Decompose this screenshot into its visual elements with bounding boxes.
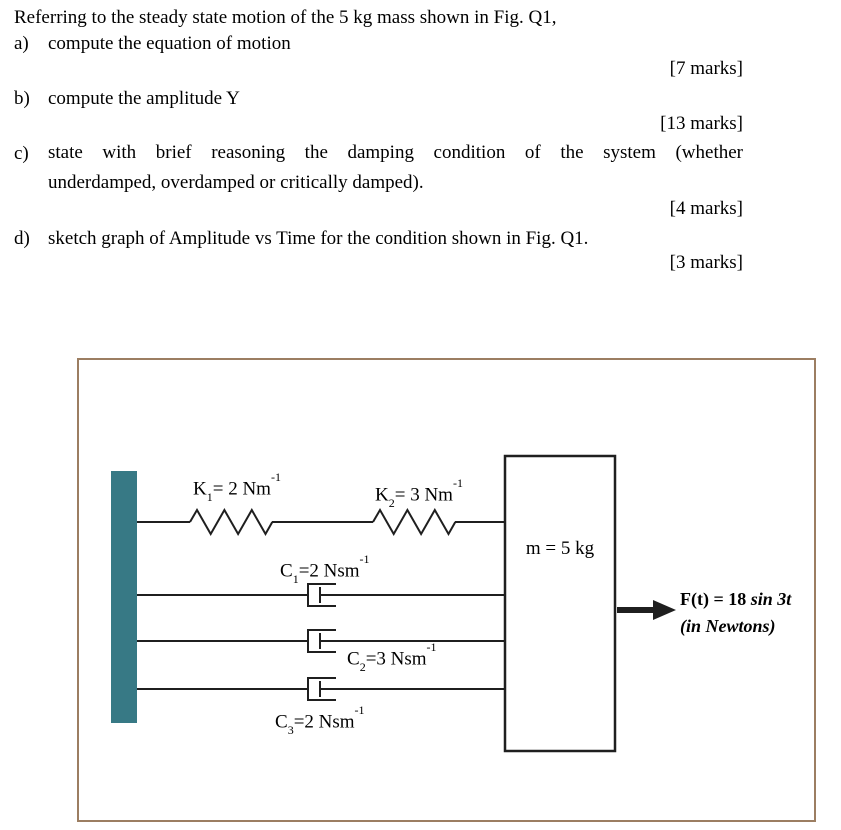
damper-c1-label: $C_1=2$ Nsm$^{-1}$ [280, 552, 370, 587]
item-a-label: a) [14, 33, 29, 54]
force-equation: F(t) = 18 sin 3t [680, 589, 792, 609]
item-c-text-line2: underdamped, overdamped or critically damped). [48, 172, 424, 193]
item-b-marks: [13 marks] [660, 113, 743, 134]
item-a-text: compute the equation of motion [48, 33, 291, 54]
item-b-label: b) [14, 88, 30, 109]
damper-c3-label: $C_3=2$ Nsm$^{-1}$ [275, 703, 365, 738]
item-c-text-line1: state with brief reasoning the damping condition of the system (whether [48, 142, 743, 163]
damper-c2-label: $C_2=3$ Nsm$^{-1}$ [347, 640, 437, 675]
item-d-label: d) [14, 228, 30, 249]
item-b-text: compute the amplitude Y [48, 88, 240, 109]
item-d-text: sketch graph of Amplitude vs Time for the condition shown in Fig. Q1. [48, 228, 589, 249]
wall-icon [111, 471, 137, 723]
question-intro: Referring to the steady state motion of the 5 kg mass shown in Fig. Q1, [14, 7, 557, 28]
item-c-marks: [4 marks] [669, 198, 743, 219]
mass-block [505, 456, 615, 751]
force-label [680, 586, 791, 640]
spring-k2-icon [373, 510, 455, 534]
spring-k1-icon [190, 510, 272, 534]
spring-k1-label: $K_1= 2$ $Nm^{-1}$ [193, 470, 281, 505]
force-arrow-head-icon [653, 600, 676, 620]
item-c-label: c) [14, 143, 29, 164]
figure-q1-frame [77, 358, 816, 822]
mass-value-label: m = 5 kg [525, 538, 595, 559]
force-units: (in Newtons) [680, 616, 776, 636]
item-d-marks: [3 marks] [669, 252, 743, 273]
item-a-marks: [7 marks] [669, 58, 743, 79]
spring-k2-label: $K_2= 3$ $Nm^{-1}$ [375, 476, 463, 511]
